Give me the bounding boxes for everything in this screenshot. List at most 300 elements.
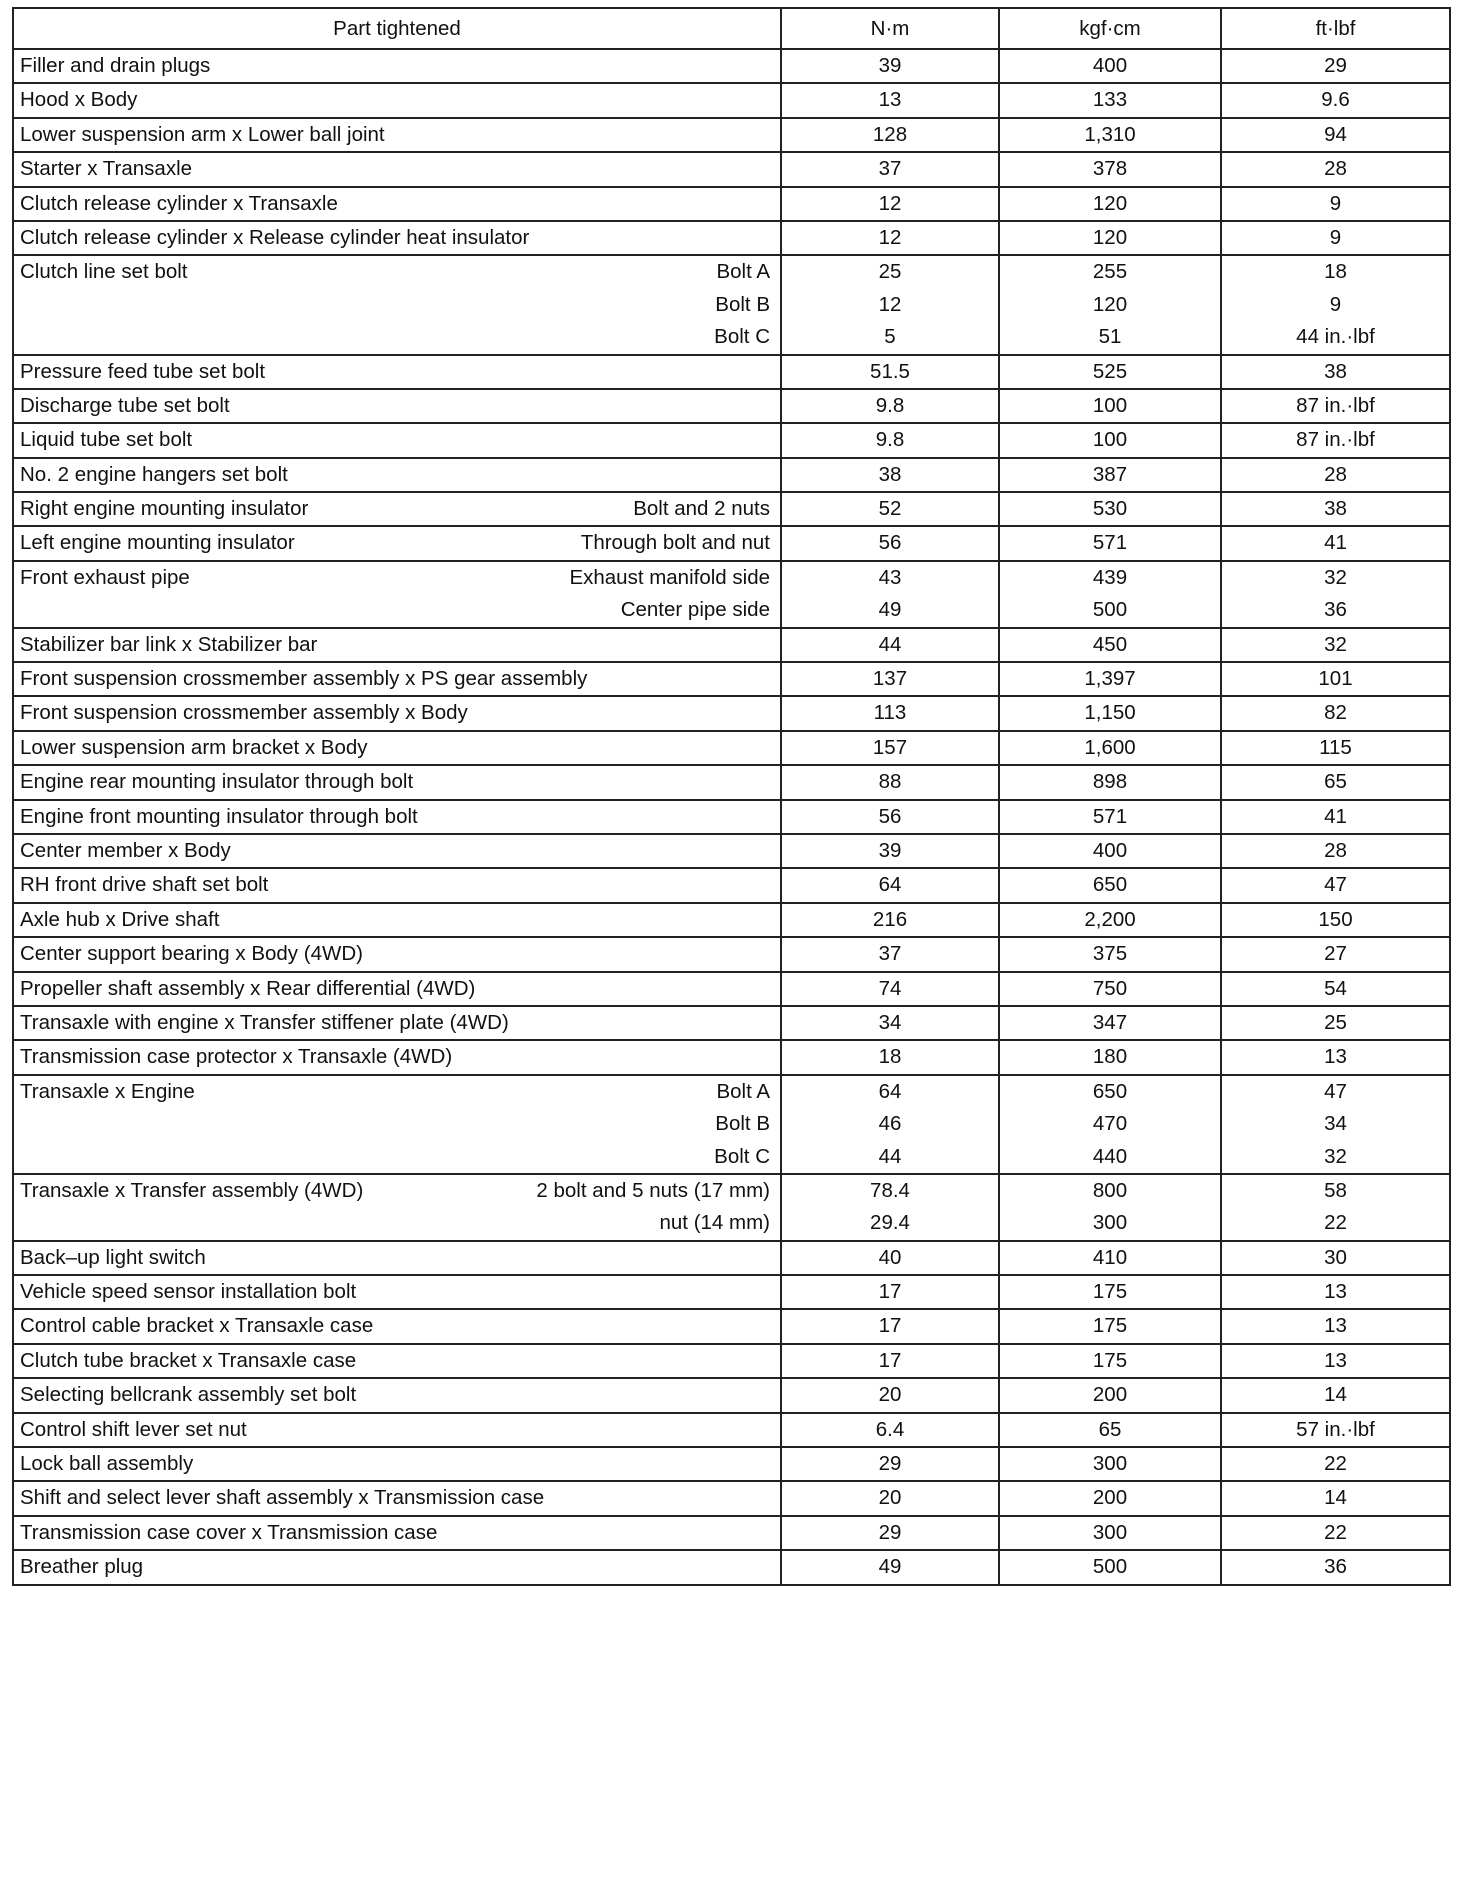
nm-cell-value: 34	[878, 1010, 902, 1034]
kgf-cm-cell	[999, 1006, 1221, 1040]
nm-cell-value: 64	[878, 1079, 902, 1103]
ft-lbf-cell-value: 32	[1324, 1144, 1347, 1168]
table-row	[13, 355, 1450, 389]
nm-cell	[781, 152, 999, 186]
nm-cell	[781, 628, 999, 662]
part-cell	[13, 628, 781, 662]
nm-cell	[781, 458, 999, 492]
kgf-cm-cell-value: 500	[1092, 598, 1128, 622]
ft-lbf-cell	[1221, 1241, 1450, 1275]
ft-lbf-cell-value: 14	[1324, 1383, 1347, 1407]
part-cell	[13, 868, 781, 902]
ft-lbf-cell-value: 101	[1318, 667, 1353, 691]
nm-cell-value: 137	[872, 667, 908, 691]
nm-cell	[781, 423, 999, 457]
part-name: Clutch release cylinder x Transaxle	[20, 191, 338, 215]
kgf-cm-cell-value: 300	[1092, 1520, 1128, 1544]
table-row	[13, 561, 1450, 628]
nm-cell	[781, 355, 999, 389]
kgf-cm-cell-value: 1,397	[1084, 667, 1136, 691]
part-name: Left engine mounting insulator	[20, 531, 295, 555]
kgf-cm-cell-value: 347	[1092, 1010, 1128, 1034]
nm-cell-value: 17	[878, 1314, 902, 1338]
kgf-cm-cell	[999, 492, 1221, 526]
ft-lbf-cell-value: 38	[1324, 497, 1347, 521]
nm-cell-value: 20	[878, 1383, 902, 1407]
nm-cell	[781, 118, 999, 152]
ft-lbf-cell	[1221, 255, 1450, 354]
part-name: Pressure feed tube set bolt	[20, 359, 266, 383]
kgf-cm-cell-value: 120	[1092, 225, 1128, 249]
nm-cell	[781, 526, 999, 560]
nm-cell	[781, 1309, 999, 1343]
nm-cell	[781, 1516, 999, 1550]
nm-cell	[781, 255, 999, 354]
part-cell	[13, 765, 781, 799]
kgf-cm-cell-value: 65	[1098, 1417, 1122, 1441]
ft-lbf-cell	[1221, 1174, 1450, 1241]
table-row	[13, 1075, 1450, 1174]
ft-lbf-cell-value: 14	[1324, 1486, 1347, 1510]
header-ft-lbf: ft·lbf	[1221, 8, 1450, 49]
ft-lbf-cell	[1221, 628, 1450, 662]
part-name: Transmission case cover x Transmission case	[20, 1520, 438, 1544]
ft-lbf-cell	[1221, 800, 1450, 834]
nm-cell	[781, 800, 999, 834]
kgf-cm-cell-value: 1,600	[1084, 735, 1136, 759]
nm-cell-value: 39	[878, 54, 902, 77]
part-name: Front exhaust pipe	[20, 565, 190, 589]
kgf-cm-cell-value: 500	[1092, 1555, 1128, 1579]
ft-lbf-cell	[1221, 937, 1450, 971]
kgf-cm-cell	[999, 83, 1221, 117]
part-name: Selecting bellcrank assembly set bolt	[20, 1383, 357, 1407]
part-cell	[13, 492, 781, 526]
part-cell	[13, 49, 781, 83]
table-row	[13, 1174, 1450, 1241]
table-row	[13, 1309, 1450, 1343]
part-cell	[13, 423, 781, 457]
part-cell	[13, 1550, 781, 1584]
part-name: Right engine mounting insulator	[20, 497, 309, 521]
nm-cell-value: 20	[878, 1486, 902, 1510]
nm-cell-value: 6.4	[875, 1417, 905, 1441]
part-name: Discharge tube set bolt	[20, 393, 230, 417]
table-row	[13, 800, 1450, 834]
part-cell	[13, 800, 781, 834]
part-name: Center support bearing x Body (4WD)	[20, 942, 363, 966]
kgf-cm-cell	[999, 937, 1221, 971]
ft-lbf-cell	[1221, 765, 1450, 799]
kgf-cm-cell-value: 1,310	[1084, 122, 1136, 146]
part-cell	[13, 118, 781, 152]
kgf-cm-cell-value: 175	[1092, 1280, 1128, 1304]
nm-cell-value: 39	[878, 838, 902, 862]
table-row	[13, 458, 1450, 492]
part-detail: Through bolt and nut	[580, 531, 770, 555]
nm-cell	[781, 868, 999, 902]
part-detail: Bolt and 2 nuts	[633, 497, 770, 521]
nm-cell-value: 25	[878, 260, 902, 284]
kgf-cm-cell-value: 375	[1092, 942, 1128, 966]
kgf-cm-cell	[999, 49, 1221, 83]
nm-cell	[781, 492, 999, 526]
kgf-cm-cell-value: 800	[1092, 1178, 1128, 1202]
kgf-cm-cell-value: 378	[1092, 157, 1128, 181]
kgf-cm-cell	[999, 255, 1221, 354]
part-cell	[13, 662, 781, 696]
ft-lbf-cell-value: 38	[1324, 359, 1347, 383]
part-name: Control shift lever set nut	[20, 1417, 247, 1441]
nm-cell	[781, 1174, 999, 1241]
nm-cell-value: 56	[878, 531, 902, 555]
part-name: Liquid tube set bolt	[20, 428, 193, 452]
nm-cell	[781, 937, 999, 971]
part-detail: Exhaust manifold side	[569, 565, 770, 589]
kgf-cm-cell-value: 51	[1098, 325, 1122, 349]
part-cell	[13, 903, 781, 937]
kgf-cm-cell-value: 133	[1092, 88, 1128, 112]
kgf-cm-cell-value: 650	[1092, 873, 1128, 897]
part-name: Transmission case protector x Transaxle (4WD)	[20, 1045, 453, 1069]
table-row	[13, 492, 1450, 526]
kgf-cm-cell	[999, 1040, 1221, 1074]
kgf-cm-cell	[999, 1075, 1221, 1174]
kgf-cm-cell-value: 100	[1092, 393, 1128, 417]
torque-spec-table	[12, 7, 1451, 1586]
kgf-cm-cell-value: 180	[1092, 1045, 1128, 1069]
part-cell	[13, 1481, 781, 1515]
nm-cell-value: 157	[872, 735, 908, 759]
nm-cell-value: 49	[878, 1555, 902, 1579]
ft-lbf-cell	[1221, 1516, 1450, 1550]
table-row	[13, 903, 1450, 937]
table-row	[13, 1241, 1450, 1275]
part-name: Vehicle speed sensor installation bolt	[20, 1280, 357, 1304]
part-name: Hood x Body	[20, 88, 138, 112]
ft-lbf-cell-value: 34	[1324, 1112, 1347, 1136]
part-name: Center member x Body	[20, 838, 231, 862]
kgf-cm-cell-value: 120	[1092, 191, 1128, 215]
table-row	[13, 868, 1450, 902]
table-row	[13, 1378, 1450, 1412]
nm-cell-value: 52	[878, 497, 902, 521]
ft-lbf-cell	[1221, 458, 1450, 492]
part-cell	[13, 1516, 781, 1550]
part-name: Engine rear mounting insulator through bolt	[20, 770, 414, 794]
ft-lbf-cell	[1221, 1481, 1450, 1515]
ft-lbf-cell-value: 9	[1329, 225, 1342, 249]
ft-lbf-cell	[1221, 152, 1450, 186]
part-cell	[13, 1447, 781, 1481]
part-cell	[13, 731, 781, 765]
ft-lbf-cell-value: 13	[1324, 1314, 1347, 1338]
kgf-cm-cell	[999, 221, 1221, 255]
nm-cell	[781, 1378, 999, 1412]
part-name: Transaxle with engine x Transfer stiffener plate (4WD)	[20, 1010, 509, 1034]
nm-cell-value: 128	[872, 122, 908, 146]
part-name: RH front drive shaft set bolt	[20, 873, 269, 897]
kgf-cm-cell-value: 440	[1092, 1144, 1128, 1168]
kgf-cm-cell	[999, 1413, 1221, 1447]
ft-lbf-cell-value: 36	[1324, 598, 1347, 622]
table-row	[13, 389, 1450, 423]
ft-lbf-cell	[1221, 1550, 1450, 1584]
ft-lbf-cell	[1221, 868, 1450, 902]
part-cell	[13, 696, 781, 730]
part-cell	[13, 972, 781, 1006]
ft-lbf-cell-value: 41	[1324, 804, 1347, 828]
kgf-cm-cell-value: 400	[1092, 838, 1128, 862]
ft-lbf-cell	[1221, 423, 1450, 457]
kgf-cm-cell-value: 400	[1092, 54, 1128, 77]
part-name: Starter x Transaxle	[20, 157, 193, 181]
part-cell	[13, 355, 781, 389]
part-cell	[13, 937, 781, 971]
part-cell	[13, 458, 781, 492]
nm-cell-value: 9.8	[875, 428, 905, 452]
part-cell	[13, 1006, 781, 1040]
part-detail: Bolt B	[715, 1112, 770, 1136]
nm-cell	[781, 696, 999, 730]
nm-cell	[781, 1447, 999, 1481]
kgf-cm-cell	[999, 868, 1221, 902]
nm-cell-value: 113	[873, 701, 907, 725]
nm-cell-value: 12	[878, 225, 902, 249]
part-cell	[13, 389, 781, 423]
table-row	[13, 187, 1450, 221]
part-cell	[13, 561, 781, 628]
part-detail: Center pipe side	[620, 598, 770, 622]
ft-lbf-cell	[1221, 1040, 1450, 1074]
nm-cell-value: 17	[878, 1348, 902, 1372]
kgf-cm-cell	[999, 118, 1221, 152]
nm-cell-value: 216	[872, 907, 908, 931]
ft-lbf-cell	[1221, 492, 1450, 526]
ft-lbf-cell-value: 27	[1324, 942, 1347, 966]
kgf-cm-cell	[999, 152, 1221, 186]
kgf-cm-cell	[999, 1344, 1221, 1378]
table-row	[13, 1413, 1450, 1447]
ft-lbf-cell-value: 30	[1324, 1245, 1347, 1269]
table-row	[13, 1516, 1450, 1550]
ft-lbf-cell-value: 57 in.·lbf	[1296, 1417, 1375, 1441]
nm-cell	[781, 389, 999, 423]
ft-lbf-cell-value: 54	[1324, 976, 1347, 1000]
kgf-cm-cell-value: 120	[1092, 292, 1128, 316]
table-row	[13, 423, 1450, 457]
ft-lbf-cell	[1221, 1075, 1450, 1174]
ft-lbf-cell-value: 13	[1324, 1045, 1347, 1069]
nm-cell-value: 64	[878, 873, 902, 897]
table-row	[13, 83, 1450, 117]
nm-cell	[781, 1006, 999, 1040]
part-name: Shift and select lever shaft assembly x Transmission case	[20, 1486, 545, 1510]
ft-lbf-cell	[1221, 389, 1450, 423]
table-row	[13, 118, 1450, 152]
part-name: Engine front mounting insulator through bolt	[20, 804, 418, 828]
kgf-cm-cell	[999, 834, 1221, 868]
part-name: Axle hub x Drive shaft	[20, 907, 220, 931]
ft-lbf-cell	[1221, 526, 1450, 560]
table-row	[13, 526, 1450, 560]
nm-cell-value: 29	[878, 1520, 902, 1544]
ft-lbf-cell	[1221, 696, 1450, 730]
part-cell	[13, 152, 781, 186]
header-nm: N·m	[781, 8, 999, 49]
part-cell	[13, 1174, 781, 1241]
ft-lbf-cell-value: 32	[1324, 565, 1347, 589]
ft-lbf-cell-value: 82	[1324, 701, 1347, 725]
part-cell	[13, 526, 781, 560]
nm-cell	[781, 1550, 999, 1584]
part-name: Propeller shaft assembly x Rear differential (4WD)	[20, 976, 476, 1000]
part-cell	[13, 1275, 781, 1309]
ft-lbf-cell-value: 22	[1324, 1520, 1347, 1544]
part-name: Clutch line set bolt	[20, 260, 188, 284]
table-row	[13, 628, 1450, 662]
ft-lbf-cell-value: 9	[1329, 191, 1342, 215]
kgf-cm-cell	[999, 696, 1221, 730]
nm-cell-value: 88	[878, 770, 902, 794]
nm-cell-value: 18	[878, 1045, 902, 1069]
ft-lbf-cell	[1221, 49, 1450, 83]
nm-cell	[781, 221, 999, 255]
kgf-cm-cell-value: 300	[1092, 1452, 1128, 1476]
kgf-cm-cell	[999, 187, 1221, 221]
ft-lbf-cell	[1221, 1413, 1450, 1447]
kgf-cm-cell	[999, 1447, 1221, 1481]
ft-lbf-cell	[1221, 83, 1450, 117]
ft-lbf-cell	[1221, 1309, 1450, 1343]
nm-cell-value: 40	[878, 1245, 902, 1269]
ft-lbf-cell	[1221, 221, 1450, 255]
nm-cell	[781, 83, 999, 117]
ft-lbf-cell-value: 94	[1324, 122, 1347, 146]
nm-cell	[781, 561, 999, 628]
kgf-cm-cell	[999, 765, 1221, 799]
ft-lbf-cell-value: 25	[1324, 1010, 1347, 1034]
nm-cell-value: 9.8	[875, 393, 905, 417]
table-row	[13, 1006, 1450, 1040]
part-cell	[13, 1413, 781, 1447]
nm-cell-value: 37	[878, 157, 902, 181]
part-cell	[13, 1378, 781, 1412]
nm-cell-value: 43	[878, 565, 902, 589]
ft-lbf-cell-value: 29	[1324, 54, 1347, 77]
ft-lbf-cell	[1221, 1344, 1450, 1378]
part-name: Breather plug	[20, 1555, 144, 1579]
kgf-cm-cell-value: 175	[1092, 1348, 1128, 1372]
part-detail: Bolt A	[716, 1079, 770, 1103]
table-row	[13, 937, 1450, 971]
nm-cell-value: 12	[878, 191, 902, 215]
kgf-cm-cell-value: 898	[1092, 770, 1128, 794]
ft-lbf-cell	[1221, 1378, 1450, 1412]
part-name: Front suspension crossmember assembly x Body	[20, 701, 468, 725]
ft-lbf-cell-value: 13	[1324, 1280, 1347, 1304]
kgf-cm-cell	[999, 1309, 1221, 1343]
kgf-cm-cell-value: 450	[1092, 632, 1128, 656]
nm-cell-value: 49	[878, 598, 902, 622]
ft-lbf-cell-value: 115	[1319, 735, 1352, 759]
ft-lbf-cell-value: 58	[1324, 1178, 1347, 1202]
ft-lbf-cell-value: 28	[1324, 838, 1347, 862]
part-detail: 2 bolt and 5 nuts (17 mm)	[536, 1178, 770, 1202]
table-row	[13, 834, 1450, 868]
kgf-cm-cell-value: 439	[1092, 565, 1128, 589]
kgf-cm-cell	[999, 1481, 1221, 1515]
part-cell	[13, 1075, 781, 1174]
kgf-cm-cell-value: 470	[1092, 1112, 1128, 1136]
ft-lbf-cell-value: 18	[1324, 260, 1347, 284]
ft-lbf-cell	[1221, 187, 1450, 221]
part-name: Back–up light switch	[20, 1245, 206, 1269]
kgf-cm-cell	[999, 800, 1221, 834]
kgf-cm-cell	[999, 1275, 1221, 1309]
part-name: Lock ball assembly	[20, 1452, 194, 1476]
kgf-cm-cell-value: 1,150	[1084, 701, 1136, 725]
kgf-cm-cell	[999, 1550, 1221, 1584]
nm-cell	[781, 1344, 999, 1378]
kgf-cm-cell	[999, 526, 1221, 560]
nm-cell-value: 44	[878, 1144, 902, 1168]
ft-lbf-cell	[1221, 834, 1450, 868]
ft-lbf-cell	[1221, 731, 1450, 765]
part-cell	[13, 187, 781, 221]
table-row	[13, 1275, 1450, 1309]
ft-lbf-cell-value: 65	[1324, 770, 1347, 794]
nm-cell-value: 5	[884, 325, 896, 349]
nm-cell-value: 13	[878, 88, 902, 112]
part-name: Clutch tube bracket x Transaxle case	[20, 1348, 357, 1372]
table-row	[13, 696, 1450, 730]
part-cell	[13, 221, 781, 255]
nm-cell	[781, 187, 999, 221]
part-name: Control cable bracket x Transaxle case	[20, 1314, 374, 1338]
table-row	[13, 1550, 1450, 1584]
part-name: Front suspension crossmember assembly x PS gear assembly	[20, 667, 588, 691]
kgf-cm-cell-value: 750	[1092, 976, 1128, 1000]
ft-lbf-cell-value: 87 in.·lbf	[1296, 393, 1375, 417]
part-cell	[13, 1040, 781, 1074]
part-name: Lower suspension arm x Lower ball joint	[20, 122, 385, 146]
kgf-cm-cell-value: 571	[1092, 531, 1128, 555]
ft-lbf-cell-value: 36	[1324, 1555, 1347, 1579]
nm-cell-value: 29.4	[870, 1211, 910, 1235]
part-name: Filler and drain plugs	[20, 54, 211, 77]
kgf-cm-cell	[999, 1241, 1221, 1275]
table-row	[13, 1040, 1450, 1074]
ft-lbf-cell-value: 22	[1324, 1211, 1347, 1235]
nm-cell	[781, 765, 999, 799]
nm-cell	[781, 1241, 999, 1275]
ft-lbf-cell	[1221, 662, 1450, 696]
nm-cell-value: 38	[878, 462, 902, 486]
part-name: Lower suspension arm bracket x Body	[20, 735, 368, 759]
part-name: Clutch release cylinder x Release cylinder heat insulator	[20, 225, 530, 249]
kgf-cm-cell	[999, 662, 1221, 696]
table-row	[13, 765, 1450, 799]
part-cell	[13, 1344, 781, 1378]
kgf-cm-cell	[999, 628, 1221, 662]
nm-cell-value: 46	[878, 1112, 902, 1136]
part-cell	[13, 1241, 781, 1275]
table-row	[13, 731, 1450, 765]
kgf-cm-cell	[999, 1378, 1221, 1412]
ft-lbf-cell	[1221, 1006, 1450, 1040]
ft-lbf-cell	[1221, 118, 1450, 152]
